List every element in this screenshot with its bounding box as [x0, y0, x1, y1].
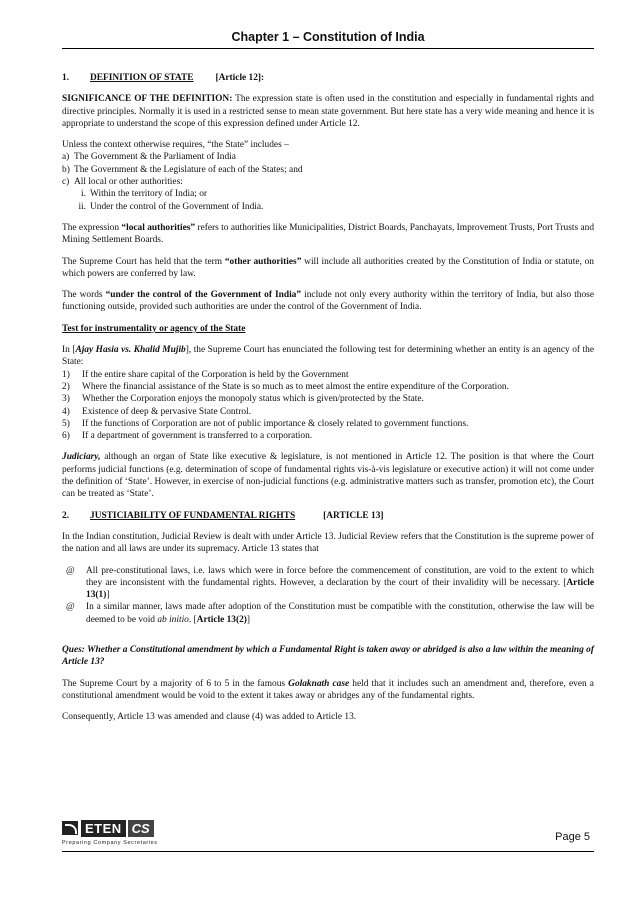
state-intro: Unless the context otherwise requires, “the State” includes –: [62, 140, 289, 151]
section-1-title: DEFINITION OF STATE: [90, 73, 194, 83]
list-item: i. Within the territory of India; or: [81, 189, 208, 200]
authority-sublist: [62, 188, 594, 213]
wifi-logo-icon: [62, 821, 78, 835]
case-name: Ajay Hasia vs. Khalid Mujib: [75, 345, 186, 356]
conclusion-paragraph: Consequently, Article 13 was amended and clause (4) was added to Article 13.: [62, 712, 357, 723]
chapter-header: Chapter 1 – Constitution of India: [231, 30, 425, 44]
section-1-article: [Article 12]:: [215, 73, 265, 83]
list-item: 2) Where the financial assistance of the State is so much as to meet almost the entire expenditure of the Corporation.: [62, 381, 509, 392]
list-item: 5) If the functions of Corporation are not of public importance & closely related to government functions.: [62, 418, 469, 429]
other-authorities-paragraph: The Supreme Court has held that the term “other authorities” will include all authorities created by the Constitution of India or statute, on which powers are conferred by law.: [62, 256, 594, 279]
golaknath-paragraph: The Supreme Court by a majority of 6 to 5 in the famous Golaknath case held that it includes such an amendment and, therefore, even a constitutional amendment would be void to the extent it takes away or abridges any of the fundamental rights.: [62, 678, 594, 701]
section-2-heading: [62, 510, 594, 522]
logo-cs: CS: [128, 820, 154, 837]
list-item: @ All pre-constitutional laws, i.e. laws which were in force before the commencement of constitution, are void to the extent to which they are inconsistent with the fundamental rights. However, a declaration by the court of their invalidity will be necessary. [Article 13(1)]: [66, 565, 594, 601]
list-item: b) The Government & the Legislature of each of the States; and: [62, 164, 303, 175]
section-2-number: 2.: [62, 510, 70, 521]
test-intro: In [Ajay Hasia vs. Khalid Mujib], the Supreme Court has enunciated the following test for determining whether an entity is an agency of the State:: [62, 345, 594, 368]
significance-label: SIGNIFICANCE OF THE DEFINITION:: [62, 94, 233, 105]
significance-paragraph: [62, 93, 594, 130]
list-item: @ In a similar manner, laws made after adoption of the Constitution must be compatible with the constitution, otherwise the law will be deemed to be void ab initio. [Article 13(2)]: [66, 602, 594, 625]
significance-text: The expression state is often used in the constitution and especially in fundamental rights and directive principles. Normally it is used in a restricted sense to mean state government. But here state has a very wide meaning and hence it is appropriate to understand the scope of this expression defined under Article 12.: [62, 94, 594, 129]
eten-logo: [62, 818, 212, 848]
at-bullet-icon: @: [66, 602, 75, 613]
logo-tagline: Preparing Company Secretaries: [62, 840, 158, 846]
state-list: [62, 151, 594, 188]
list-item: a) The Government & the Parliament of India: [62, 152, 236, 163]
list-item: c) All local or other authorities:: [62, 177, 183, 188]
section-1-heading: [62, 72, 594, 84]
list-item: 3) Whether the Corporation enjoys the monopoly status which is given/protected by the State.: [62, 394, 424, 405]
page-content: [62, 72, 594, 732]
logo-text: ETEN: [81, 820, 126, 837]
test-heading: Test for instrumentality or agency of the State: [62, 323, 246, 334]
article-13-bullets: [62, 565, 594, 626]
judiciary-paragraph: Judiciary, although an organ of State like executive & legislature, is not mentioned in Article 12. The position is that where the Court performs judicial functions (e.g. determination of scope of fundamental rights vis-à-vis legislature or executive action) it will not come under the definition of ‘State’. However, in exercise of non-judicial functions (e.g. administrative matters such as transfer, promotion etc), the Court can be treated as ‘State’.: [62, 452, 594, 500]
test-list: [62, 369, 594, 443]
header-rule: [62, 48, 594, 49]
list-item: 6) If a department of government is transferred to a corporation.: [62, 431, 313, 442]
section-2-title: JUSTICIABILITY OF FUNDAMENTAL RIGHTS: [90, 510, 296, 521]
list-item: 4) Existence of deep & pervasive State Control.: [62, 406, 251, 417]
control-paragraph: The words “under the control of the Government of India” include not only every authority within the territory of India, but also those functioning outside, provided such authorities are under the control of the Government of India.: [62, 290, 594, 313]
page-number: Page 5: [555, 831, 590, 843]
section-1-number: 1.: [62, 73, 70, 83]
at-bullet-icon: @: [66, 565, 75, 576]
judicial-review-paragraph: In the Indian constitution, Judicial Review is dealt with under Article 13. Judicial Review refers that the Constitution is the supreme power of the nation and all laws are under its supremacy. Article 13 states that: [62, 531, 594, 555]
local-authorities-paragraph: The expression “local authorities” refers to authorities like Municipalities, District Boards, Panchayats, Improvement Trusts, Port Trusts and Mining Settlement Boards.: [62, 222, 595, 246]
question-paragraph: Ques: Whether a Constitutional amendment by which a Fundamental Right is taken away or abridged is also a law within the meaning of Article 13?: [62, 644, 594, 668]
section-2-article: [ARTICLE 13]: [323, 510, 384, 521]
list-item: ii. Under the control of the Government of India.: [78, 201, 264, 212]
list-item: 1) If the entire share capital of the Corporation is held by the Government: [62, 369, 349, 380]
footer-rule: [62, 851, 594, 852]
